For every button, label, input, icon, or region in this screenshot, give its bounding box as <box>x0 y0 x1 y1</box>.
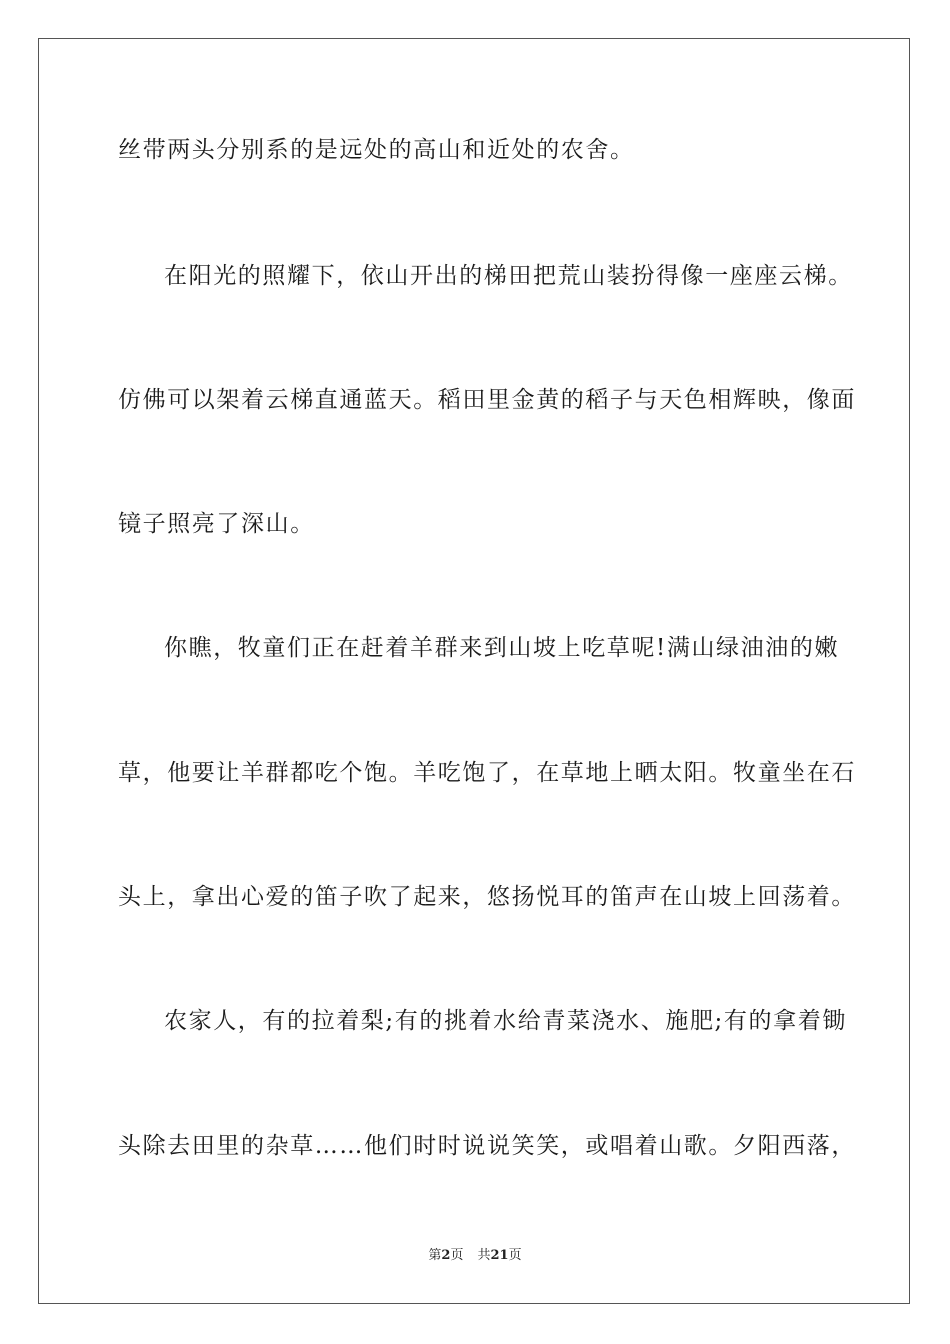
paragraph-line-5: 你瞧，牧童们正在赶着羊群来到山坡上吃草呢!满山绿油油的嫩 <box>164 635 840 661</box>
paragraph-line-6: 草，他要让羊群都吃个饱。羊吃饱了，在草地上晒太阳。牧童坐在石 <box>118 760 856 786</box>
total-prefix: 共 <box>477 1248 491 1263</box>
paragraph-line-8: 农家人，有的拉着梨;有的挑着水给青菜浇水、施肥;有的拿着锄 <box>164 1008 847 1034</box>
page-suffix: 页 <box>450 1248 464 1263</box>
page-border <box>38 38 910 1304</box>
page-prefix: 第 <box>428 1248 442 1263</box>
paragraph-line-3: 仿佛可以架着云梯直通蓝天。稻田里金黄的稻子与天色相辉映，像面 <box>118 387 856 413</box>
page-number: 2 <box>441 1248 451 1263</box>
total-suffix: 页 <box>508 1248 522 1263</box>
page-footer <box>0 1248 950 1264</box>
paragraph-line-4: 镜子照亮了深山。 <box>118 511 315 537</box>
paragraph-line-1: 丝带两头分别系的是远处的高山和近处的农舍。 <box>118 137 635 163</box>
total-pages: 21 <box>490 1248 509 1263</box>
paragraph-line-7: 头上，拿出心爱的笛子吹了起来，悠扬悦耳的笛声在山坡上回荡着。 <box>118 884 856 910</box>
paragraph-line-9: 头除去田里的杂草……他们时时说说笑笑，或唱着山歌。夕阳西落， <box>118 1133 856 1159</box>
paragraph-line-2: 在阳光的照耀下，依山开出的梯田把荒山装扮得像一座座云梯。 <box>164 263 853 289</box>
